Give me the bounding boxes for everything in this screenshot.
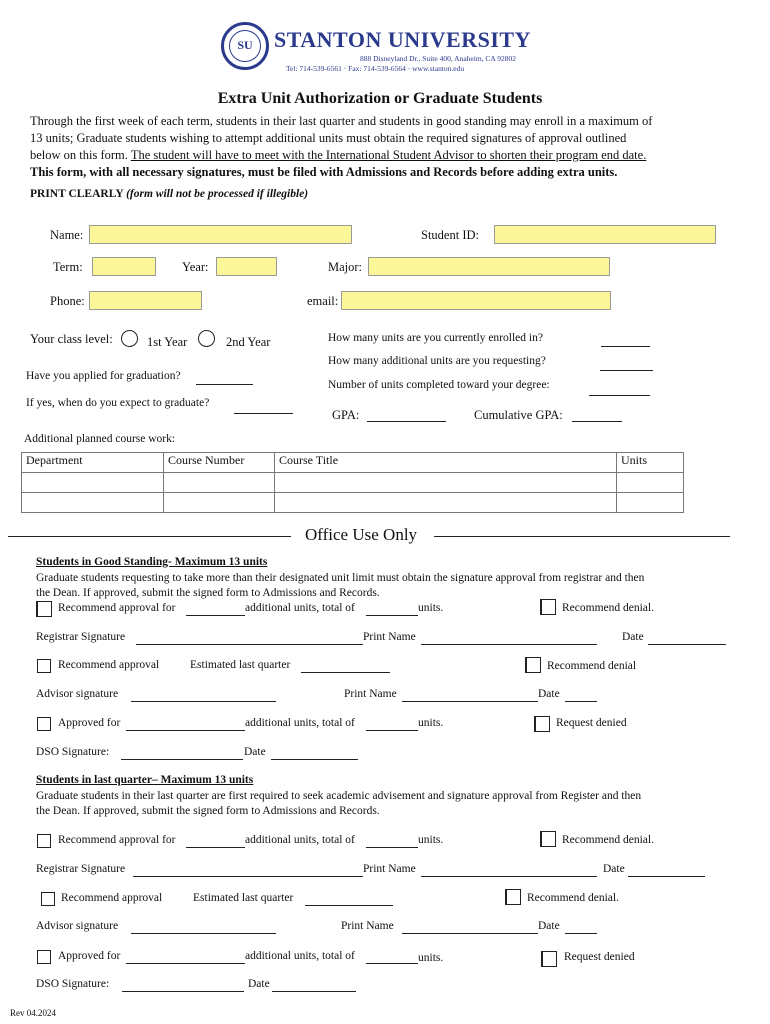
gs-estimated-last-quarter-line[interactable] — [301, 672, 390, 673]
gs-approved-total-label: additional units, total of — [245, 717, 355, 729]
units-completed-blank[interactable] — [589, 395, 650, 396]
term-label: Term: — [53, 260, 83, 274]
gs-registrar-date-label: Date — [622, 631, 644, 643]
gs-advisor-approval-label: Recommend approval — [58, 659, 160, 671]
class-level-label: Your class level: — [30, 332, 113, 346]
col-course-title: Course Title — [275, 453, 617, 473]
table-cell[interactable] — [275, 493, 617, 513]
bold-notice: This form, with all necessary signatures, must be filed with Admissions and Records before adding extra units. — [30, 165, 618, 179]
seal-monogram: SU — [229, 30, 261, 62]
year-label: Year: — [182, 260, 209, 274]
name-label: Name: — [50, 228, 84, 242]
table-cell[interactable] — [617, 473, 684, 493]
gs-registrar-signature-line[interactable] — [136, 644, 363, 645]
col-course-number: Course Number — [164, 453, 275, 473]
gs-advisor-denial-label: Recommend denial — [547, 660, 637, 672]
course-table-header — [22, 453, 684, 473]
gs-recommend-approval-label: Recommend approval for — [58, 602, 176, 614]
gs-additional-units-label: additional units, total of — [245, 602, 355, 614]
gs-dso-approved-checkbox[interactable] — [37, 717, 51, 731]
phone-label: Phone: — [50, 294, 85, 308]
intro-line-1: Through the first week of each term, students in their last quarter and students in good standing may enroll in a maximum of — [30, 114, 653, 128]
gs-dso-date-line[interactable] — [271, 759, 358, 760]
table-cell[interactable] — [275, 473, 617, 493]
lq-approval-units-blank[interactable] — [186, 847, 245, 848]
term-input[interactable] — [92, 257, 156, 276]
gs-registrar-signature-label: Registrar Signature — [36, 631, 126, 643]
gs-dso-signature-line[interactable] — [121, 759, 243, 760]
col-units: Units — [617, 453, 684, 473]
gs-advisor-approval-checkbox[interactable] — [37, 659, 51, 673]
lq-advisor-signature-line[interactable] — [131, 933, 276, 934]
radio-second-year[interactable] — [198, 330, 215, 347]
lq-advisor-denial-checkbox[interactable] — [505, 889, 521, 905]
gpa-blank[interactable] — [367, 421, 446, 422]
university-seal — [221, 22, 269, 70]
lq-advisor-denial-label: Recommend denial. — [527, 892, 619, 904]
lq-registrar-signature-line[interactable] — [133, 876, 363, 877]
office-divider-right — [434, 536, 730, 537]
gs-registrar-print-name-label: Print Name — [363, 631, 416, 643]
lq-dso-date-label: Date — [248, 978, 270, 990]
lq-dso-signature-label: DSO Signature: — [36, 978, 110, 990]
print-clearly — [30, 188, 308, 200]
last-quarter-title: Students in last quarter– Maximum 13 units — [36, 774, 254, 786]
last-quarter-desc-1: Graduate students in their last quarter are first required to seek academic advisement and signature approval from Register and then — [36, 790, 642, 802]
lq-approved-total-label: additional units, total of — [245, 950, 355, 962]
intro-line-3-underlined: The student will have to meet with the International Student Advisor to shorten their program end date. — [130, 148, 647, 162]
course-table — [21, 452, 684, 513]
lq-registrar-print-name-line[interactable] — [421, 876, 597, 877]
gs-total-units-blank[interactable] — [366, 615, 418, 616]
radio-first-year[interactable] — [121, 330, 138, 347]
gs-registrar-date-line[interactable] — [648, 644, 726, 645]
table-cell[interactable] — [164, 493, 275, 513]
additional-units-question: How many additional units are you requesting? — [328, 355, 546, 367]
lq-request-denied-label: Request denied — [564, 951, 635, 963]
lq-registrar-date-line[interactable] — [628, 876, 705, 877]
lq-approved-for-label: Approved for — [58, 950, 121, 962]
gs-approved-for-label: Approved for — [58, 717, 121, 729]
gs-advisor-denial-checkbox[interactable] — [525, 657, 541, 673]
major-label: Major: — [328, 260, 363, 274]
gs-approved-units-label: units. — [418, 717, 444, 729]
gs-dso-signature-label: DSO Signature: — [36, 746, 110, 758]
gs-dso-date-label: Date — [244, 746, 266, 758]
table-cell[interactable] — [22, 493, 164, 513]
table-row — [22, 473, 684, 493]
table-cell[interactable] — [22, 473, 164, 493]
good-standing-desc-2: the Dean. If approved, submit the signed form to Admissions and Records. — [36, 587, 380, 599]
intro-line-2: 13 units; Graduate students wishing to attempt additional units must obtain the required signatures of approval outlined — [30, 131, 627, 145]
lq-total-units-blank[interactable] — [366, 847, 418, 848]
lq-advisor-date-label: Date — [538, 920, 560, 932]
form-title: Extra Unit Authorization or Graduate Students — [217, 90, 543, 107]
student-id-input[interactable] — [494, 225, 716, 244]
gpa-label: GPA: — [332, 408, 360, 422]
lq-advisor-print-name-line[interactable] — [402, 933, 538, 934]
gs-approved-units-blank[interactable] — [126, 730, 245, 731]
gs-registrar-print-name-line[interactable] — [421, 644, 597, 645]
additional-units-blank[interactable] — [600, 370, 653, 371]
year-input[interactable] — [216, 257, 277, 276]
lq-approved-units-blank[interactable] — [126, 963, 245, 964]
phone-input[interactable] — [89, 291, 202, 310]
intro-line-3-plain: below on this form. — [30, 148, 131, 162]
lq-advisor-approval-checkbox[interactable] — [41, 892, 55, 906]
gs-request-denied-checkbox[interactable] — [534, 716, 550, 732]
first-year-label: 1st Year — [147, 335, 188, 349]
gs-advisor-date-label: Date — [538, 688, 560, 700]
gs-approval-units-blank[interactable] — [186, 615, 245, 616]
gs-recommend-approval-checkbox[interactable] — [36, 601, 52, 617]
gs-request-denied-label: Request denied — [556, 717, 627, 729]
email-input[interactable] — [341, 291, 611, 310]
gs-recommend-denial-checkbox[interactable] — [540, 599, 556, 615]
email-label: email: — [307, 294, 339, 308]
lq-advisor-approval-label: Recommend approval — [61, 892, 163, 904]
lq-dso-approved-checkbox[interactable] — [37, 950, 51, 964]
good-standing-title: Students in Good Standing- Maximum 13 units — [36, 556, 268, 568]
major-input[interactable] — [368, 257, 610, 276]
gs-advisor-date-line[interactable] — [565, 701, 597, 702]
gs-recommend-denial-label: Recommend denial. — [562, 602, 654, 614]
lq-registrar-date-label: Date — [603, 863, 625, 875]
lq-advisor-print-name-label: Print Name — [341, 920, 394, 932]
lq-dso-signature-line[interactable] — [122, 991, 244, 992]
course-work-label: Additional planned course work: — [24, 433, 176, 445]
office-divider-left — [8, 536, 291, 537]
table-cell[interactable] — [617, 493, 684, 513]
cumulative-gpa-blank[interactable] — [572, 421, 622, 422]
lq-recommend-denial-checkbox[interactable] — [540, 831, 556, 847]
lq-estimated-last-quarter-label: Estimated last quarter — [193, 892, 294, 904]
lq-registrar-print-name-label: Print Name — [363, 863, 416, 875]
applied-graduation-question: Have you applied for graduation? — [26, 370, 181, 382]
office-heading: Office Use Only — [305, 525, 418, 544]
cumulative-gpa-label: Cumulative GPA: — [474, 408, 563, 422]
table-row — [22, 493, 684, 513]
table-cell[interactable] — [164, 473, 275, 493]
expect-graduate-blank[interactable] — [234, 413, 293, 414]
gs-advisor-signature-line[interactable] — [131, 701, 276, 702]
lq-estimated-last-quarter-line[interactable] — [305, 905, 393, 906]
print-clearly-label: PRINT CLEARLY — [30, 188, 124, 200]
applied-graduation-blank[interactable] — [196, 384, 253, 385]
lq-approved-total-blank[interactable] — [366, 963, 418, 964]
gs-advisor-print-name-line[interactable] — [402, 701, 538, 702]
gs-approved-total-blank[interactable] — [366, 730, 418, 731]
university-contact: Tel: 714-539-6561 · Fax: 714-539-6564 · www.stanton.edu — [286, 64, 465, 73]
col-department: Department — [22, 453, 164, 473]
student-id-label: Student ID: — [421, 228, 479, 242]
intro-line-3 — [30, 148, 646, 163]
lq-approved-units-label: units. — [418, 952, 444, 964]
lq-recommend-denial-label: Recommend denial. — [562, 834, 654, 846]
lq-recommend-approval-checkbox[interactable] — [37, 834, 51, 848]
university-address: 888 Disneyland Dr., Suite 400, Anaheim, CA 92802 — [360, 54, 517, 63]
lq-registrar-signature-label: Registrar Signature — [36, 863, 126, 875]
good-standing-desc-1: Graduate students requesting to take more than their designated unit limit must obtain the signature approval from registrar and then — [36, 572, 645, 584]
gs-advisor-signature-label: Advisor signature — [36, 688, 119, 700]
expect-graduate-question: If yes, when do you expect to graduate? — [26, 397, 210, 409]
units-enrolled-question: How many units are you currently enrolled in? — [328, 332, 543, 344]
gs-units-label: units. — [418, 602, 444, 614]
revision-label: Rev 04.2024 — [10, 1008, 56, 1018]
units-enrolled-blank[interactable] — [601, 346, 650, 347]
lq-units-label: units. — [418, 834, 444, 846]
university-name: STANTON UNIVERSITY — [274, 27, 531, 52]
second-year-label: 2nd Year — [226, 335, 271, 349]
gs-estimated-last-quarter-label: Estimated last quarter — [190, 659, 291, 671]
lq-advisor-signature-label: Advisor signature — [36, 920, 119, 932]
name-input[interactable] — [89, 225, 352, 244]
gs-advisor-print-name-label: Print Name — [344, 688, 397, 700]
print-clearly-note: (form will not be processed if illegible) — [126, 188, 309, 200]
units-completed-question: Number of units completed toward your degree: — [328, 379, 550, 391]
last-quarter-desc-2: the Dean. If approved, submit the signed form to Admissions and Records. — [36, 805, 380, 817]
lq-dso-date-line[interactable] — [272, 991, 356, 992]
lq-additional-units-label: additional units, total of — [245, 834, 355, 846]
lq-request-denied-checkbox[interactable] — [541, 951, 557, 967]
lq-recommend-approval-label: Recommend approval for — [58, 834, 176, 846]
lq-advisor-date-line[interactable] — [565, 933, 597, 934]
